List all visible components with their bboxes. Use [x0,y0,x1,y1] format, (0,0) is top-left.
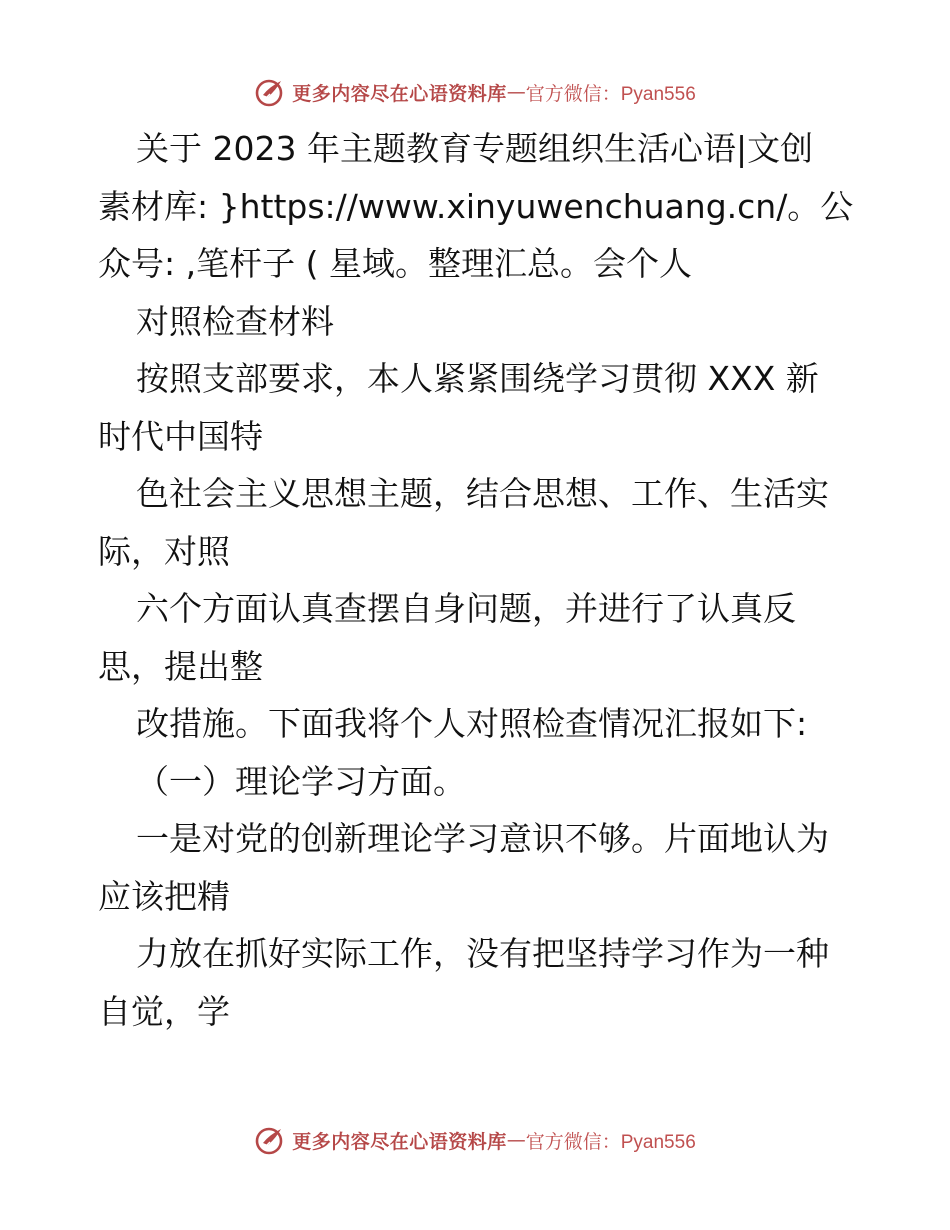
body-line: 六个方面认真查摆自身问题，并进行了认真反 [136,589,796,628]
body-line: 际，对照 [98,531,230,571]
footer-banner-text: 更多内容尽在心语资料库 [292,1130,507,1153]
body-line: 应该把精 [98,876,230,916]
quill-pen-circle-icon [254,1123,288,1157]
section-heading: （一）理论学习方面。 [136,761,466,801]
header-banner-handle: 官方微信：Pyan556 [525,83,696,105]
body-line: 关于 2023 年主题教育专题组织生活心语|文创 [136,129,814,168]
body-line: 对照检查材料 [136,301,334,341]
body-line: 色社会主义思想主题，结合思想、工作、生活实 [136,474,829,513]
header-banner-text: 更多内容尽在心语资料库 [292,82,507,105]
footer-banner-handle: 官方微信：Pyan556 [525,1131,696,1153]
header-banner [0,70,950,114]
body-line: 自觉，学 [98,991,230,1031]
body-line: 思，提出整 [98,646,263,686]
body-line: 众号: ,笔杆子 ( 星域。整理汇总。会个人 [98,244,692,283]
footer-banner-dash: — [506,1129,526,1151]
body-line: 力放在抓好实际工作，没有把坚持学习作为一种 [136,934,829,973]
body-line: 素材库: }https://www.xinyuwenchuang.cn/。公 [98,186,854,226]
body-line: 改措施。下面我将个人对照检查情况汇报如下: [136,704,808,743]
header-banner-dash: — [506,81,526,103]
footer-banner [0,1118,950,1162]
body-line: 按照支部要求，本人紧紧围绕学习贯彻 XXX 新 [136,359,819,398]
body-line: 一是对党的创新理论学习意识不够。片面地认为 [136,819,829,858]
quill-pen-circle-icon [254,75,288,109]
document-body [98,120,858,1040]
body-line: 时代中国特 [98,416,263,456]
